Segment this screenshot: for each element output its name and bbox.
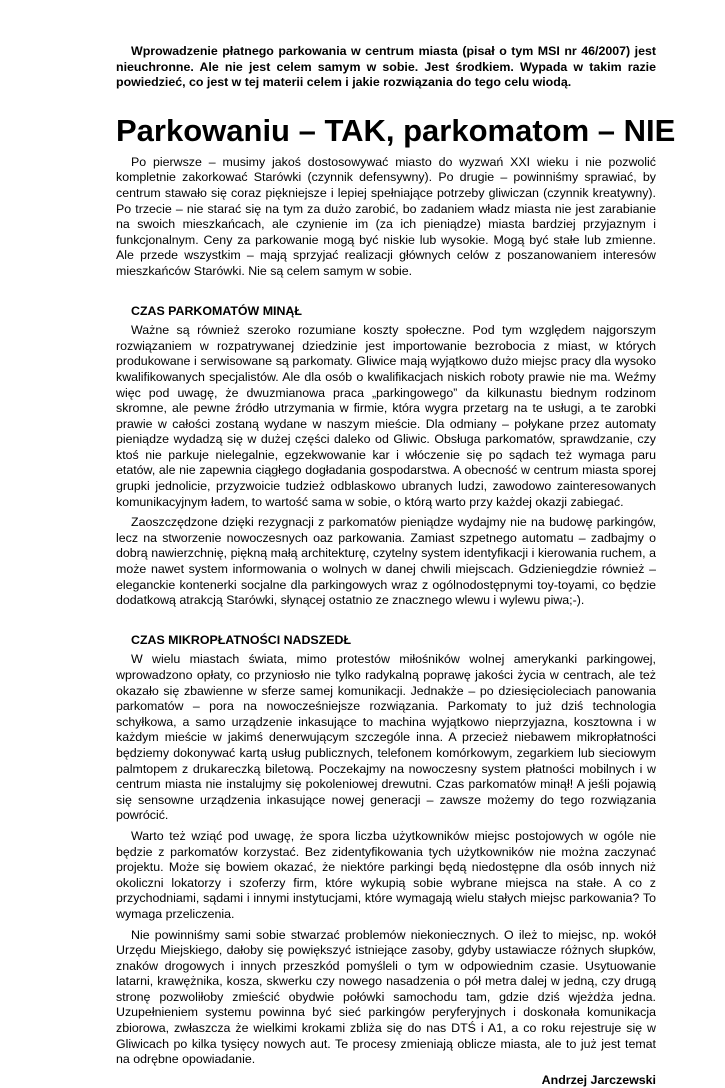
article-paragraph: Zaoszczędzone dzięki rezygnacji z parkomatów pieniądze wydajmy nie na budowę parkingów, lecz na stworzenie nowoczesnych oaz parkowania. Zamiast szpetnego automatu – zadbajmy o dobrą nawierzchnię, piękną małą architekturę, czytelny system identyfikacji i kierowania ruchem, a może nawet system informowania o wolnych w danej chwili miejscach. Gdzieniegdzie również – eleganckie kontenerki socjalne dla parkingowych wraz z ogólnodostępnymi toy-toyami, co będzie dodatkową atrakcją Starówki, słynącej ostatnio ze znacznego wlewu i wylewu piwa;-). (116, 515, 656, 608)
author-signature: Andrzej Jarczewski (541, 1072, 656, 1087)
article-paragraph: Po pierwsze – musimy jakoś dostosowywać miasto do wyzwań XXI wieku i nie pozwolić kompletnie zakorkować Starówki (czynnik defensywny). Po drugie – powinniśmy sprawiać, by centrum stawało się coraz piękniejsze i lepiej spełniające potrzeby gliwiczan (czynnik kreatywny). Po trzecie – nie starać się na tym za dużo zarobić, bo zadaniem władz miasta nie jest zarabianie na swoich mieszkańcach, ale czynienie im (za ich pieniądze) miasta bardziej przyjaznym i funkcjonalnym. Ceny za parkowanie mogą być niskie lub wysokie. Mogą być stałe lub zmienne. Ale przede wszystkim – mają sprzyjać realizacji głównych celów z poszanowaniem interesów mieszkańców Starówki. Nie są celem samym w sobie. (116, 154, 656, 278)
article-paragraph: Nie powinniśmy sami sobie stwarzać problemów niekoniecznych. O ileż to miejsc, np. wokół Urzędu Miejskiego, dałoby się powiększyć istniejące zasoby, gdyby ustawiacze różnych słupków, znaków drogowych i innych przeszkód pomyśleli o tym w odpowiednim czasie. Usytuowanie latarni, krawężnika, kosza, skwerku czy nowego nasadzenia o pół metra dalej w jedną, czy drugą stronę pozwoliłoby zmieścić obydwie połówki samochodu tam, gdzie dziś wjeżdża jedna. Uzupełnieniem systemu powinna być sieć parkingów peryferyjnych i doskonała komunikacja zbiorowa, zwłaszcza że wielkimi krokami zbliża się do nas DTŚ i A1, a co roku rejestruje się w Gliwicach po kilka tysięcy nowych aut. Te procesy zmieniają oblicze miasta, ale to już jest temat na odrębne opowiadanie. (116, 927, 656, 1067)
article (116, 44, 676, 1088)
article-paragraph: W wielu miastach świata, mimo protestów miłośników wolnej amerykanki parkingowej, wprowadzono opłaty, co przyniosło nie tylko radykalną poprawę jakości życia w centrach, ale też okazało się zbawienne w sferze samej komunikacji. Jednakże – po dziesięcioleciach panowania parkomatów – pora na nowocześniejsze rozwiązania. Parkomaty to już dziś technologia schyłkowa, a samo urządzenie inkasujące to machina wyjątkowo nieprzyjazna, kosztowna i w każdym mieście w jakimś denerwującym szczególe inna. A przecież niebawem mikropłatności będziemy dokonywać kartą usług publicznych, telefonem komórkowym, zegarkiem lub sieciowym palmtopem z drukareczką biletową. Poczekajmy na nowoczesny system płatności mobilnych i w centrum miasta nie instalujmy się pokoleniowej drewutni. Czas parkomatów minął! A jeśli pojawią się sensowne urządzenia inkasujące nowej generacji – zawsze możemy do tego rozwiązania powrócić. (116, 652, 656, 823)
article-lead: Wprowadzenie płatnego parkowania w centrum miasta (pisał o tym MSI nr 46/2007) jest nieuchronne. Ale nie jest celem samym w sobie. Jest środkiem. Wypada w takim razie powiedzieć, co jest w tej materii celem i jakie rozwiązania do tego celu wiodą. (116, 44, 656, 90)
article-paragraph: Warto też wziąć pod uwagę, że spora liczba użytkowników miejsc postojowych w ogóle nie będzie z parkomatów korzystać. Bez zidentyfikowania tych użytkowników nie można zaczynać projektu. Może się bowiem okazać, że niektóre parkingi będą niedostępne dla osób innych niż okoliczni lokatorzy i szoferzy firm, które wykupią sobie wybrane miejsca na stałe. A co z przychodniami, sądami i innymi instytucjami, które wymagają wielu stałych miejsc parkowania? To wymaga przeliczenia. (116, 828, 656, 921)
article-title: Parkowaniu – TAK, parkomatom – NIE (116, 112, 676, 148)
section-heading: CZAS PARKOMATÓW MINĄŁ (131, 303, 302, 318)
section-heading: CZAS MIKROPŁATNOŚCI NADSZEDŁ (131, 632, 352, 647)
article-paragraph: Ważne są również szeroko rozumiane koszty społeczne. Pod tym względem najgorszym rozwiązaniem w rozpatrywanej dziedzinie jest importowanie bezrobocia z miast, w których produkowane i serwisowane są parkomaty. Gliwice mają wyjątkowo dużo miejsc pracy dla wysoko kwalifikowanych specjalistów. Ale dla osób o kwalifikacjach niskich roboty prawie nie ma. Weźmy więc pod uwagę, że dwuzmianowa praca „parkingowego” da kilkunastu biednym rodzinom skromne, ale pewne źródło utrzymania w firmie, która wygra przetarg na te usługi, a te zarobki prawie w całości zostaną wydane w naszym mieście. Dla odmiany – połykane przez automaty pieniądze wydadzą się w dużej części daleko od Gliwic. Obsługa parkomatów, sprawdzanie, czy ktoś nie parkuje nielegalnie, egzekwowanie kar i włóczenie się po sądach też wymaga paru etatów, ale nie zapewnia ciągłego dogładania gospodarstwa. A obecność w centrum miasta sporej grupki jednolicie, przyzwoicie tudzież odblaskowo ubranych ludzi, zawodowo zainteresowanych komunikacyjnym ładem, to wartość sama w sobie, o którą warto przy każdej okazji zabiegać. (116, 323, 656, 509)
